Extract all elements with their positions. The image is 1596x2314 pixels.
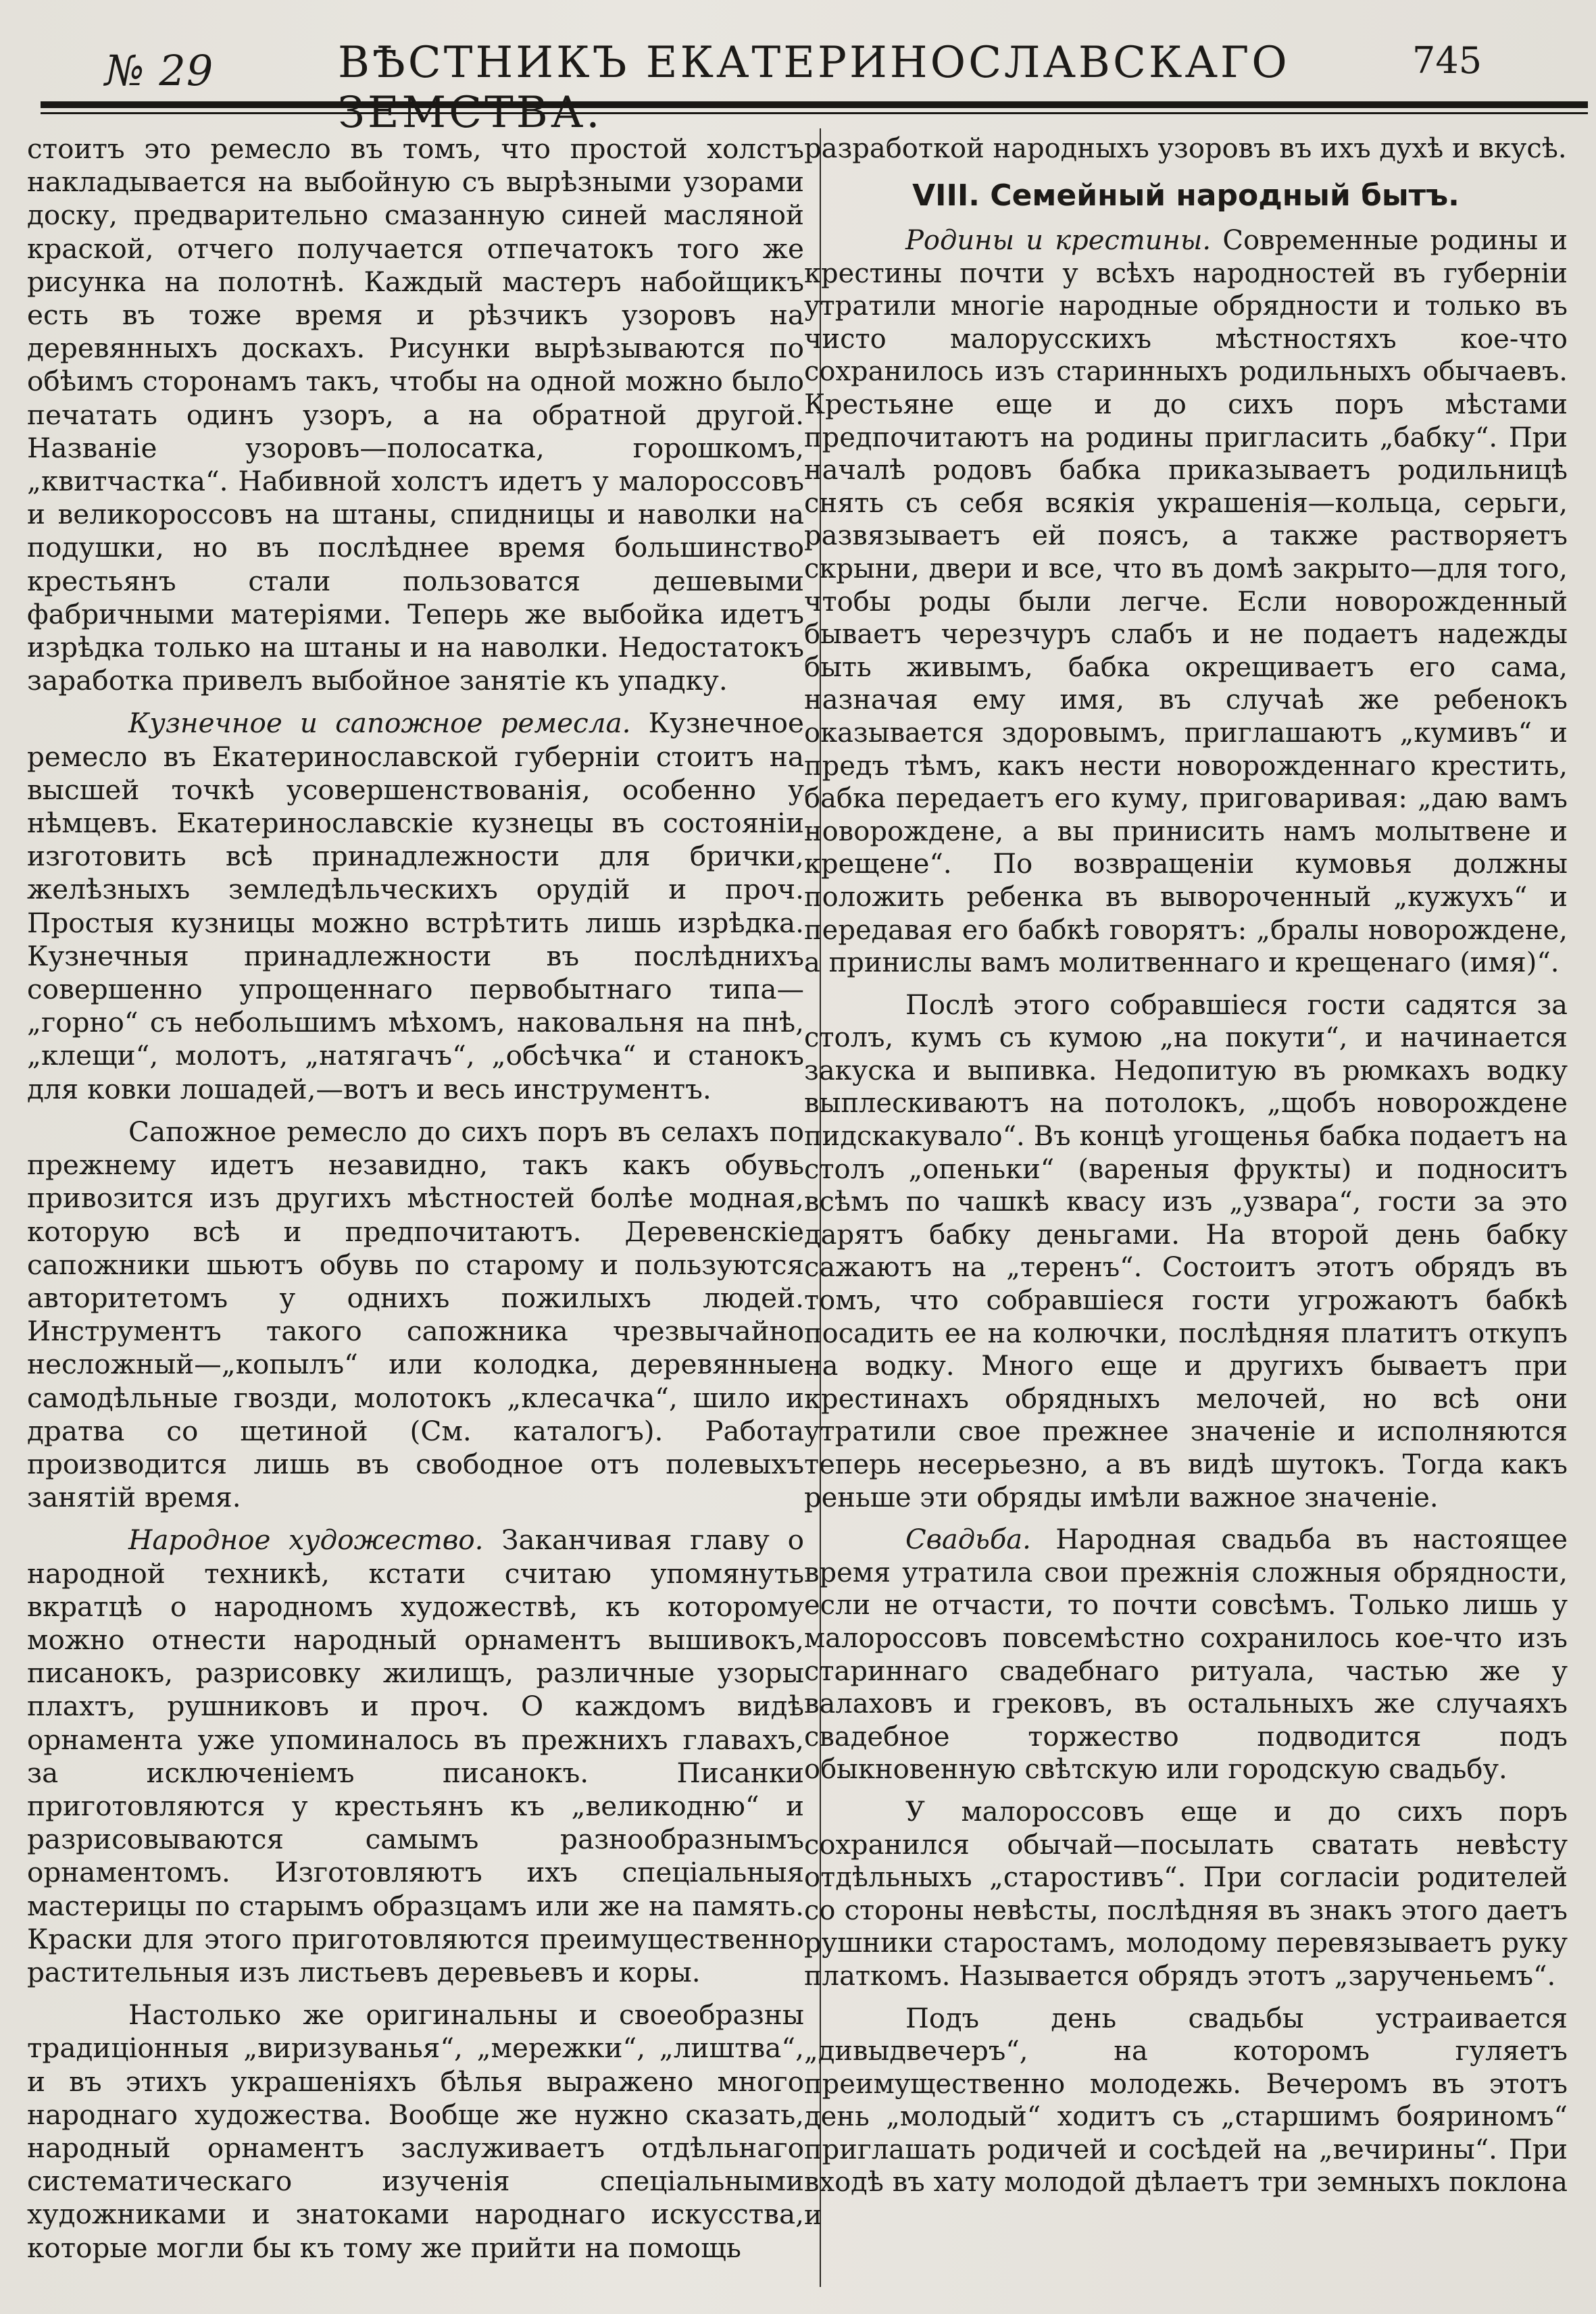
paragraph: Послѣ этого собравшіеся гости садятся за столъ, кумъ съ кумою „на покути“, и начинается закуска и выпивка. Недопитую въ рюмкахъ водку выплескиваютъ на потолокъ, „щобъ новорождене пидскакувало“. Въ концѣ угощенья бабка подаетъ на столъ „опеньки“ (вареныя фрукты) и подноситъ всѣмъ по чашкѣ квасу изъ „узвара“, гости за это дарятъ бабку деньгами. На второй день бабку сажаютъ на „теренъ“. Состоитъ этотъ обрядъ въ томъ, что собравшіеся гости угрожаютъ бабкѣ посадить ее на колючки, послѣдняя платитъ откупъ на водку. Много еще и другихъ бываетъ при крестинахъ обрядныхъ мелочей, но всѣ они утратили свое прежнее значеніе и исполняются теперь несерьезно, а въ видѣ шутокъ. Тогда какъ реньше эти обряды имѣли важное значеніе. — [804, 989, 1568, 1513]
run-in-heading: Свадьба. — [905, 1524, 1031, 1556]
paragraph: Подъ день свадьбы устраивается „дивыдвечеръ“, на которомъ гуляетъ преимущественно молодежь. Вечеромъ въ этотъ день „молодый“ ходитъ съ „старшимъ бояриномъ“ приглашать родичей и сосѣдей на „вечирины“. При входѣ въ хату молодой дѣлаетъ три земныхъ поклона и — [804, 2003, 1568, 2232]
run-in-heading: Родины и крестины. — [905, 225, 1212, 257]
paragraph: Сапожное ремесло до сихъ поръ въ селахъ по прежнему идетъ незавидно, такъ какъ обувь привозится изъ другихъ мѣстностей болѣе модная, которую всѣ и предпочитаютъ. Деревенскіе сапожники шьютъ обувь по старому и пользуются авторитетомъ у однихъ пожилыхъ людей. Инструментъ такого сапожника чрезвычайно несложный—„копылъ“ или колодка, деревянные самодѣльные гвозди, молотокъ „клесачка“, шило и дратва со щетиной (См. каталогъ). Работа производится лишь въ свободное отъ полевыхъ занятій время. — [27, 1115, 804, 1514]
paragraph: Настолько же оригинальны и своеобразны традиціонныя „виризуванья“, „мережки“, „лиштва“, и въ этихъ украшеніяхъ бѣлья выражено много народнаго художества. Вообще же нужно сказать, народный орнаментъ заслуживаетъ отдѣльнаго систематическаго изученія спеціальными художниками и знатоками народнаго искусства, которые могли бы къ тому же прийти на помощь — [27, 1998, 804, 2264]
paragraph: Родины и крестины. Современные родины и крестины почти у всѣхъ народностей въ губерніи утратили многіе народные обрядности и только въ чисто малорусскихъ мѣстностяхъ кое-что сохранилось изъ старинныхъ родильныхъ обычаевъ. Крестьяне еще и до сихъ поръ мѣстами предпочитаютъ на родины пригласить „бабку“. При началѣ родовъ бабка приказываетъ родильницѣ снять съ себя всякія украшенія—кольца, серьги, развязываетъ ей поясъ, а также растворяетъ скрыни, двери и все, что въ домѣ закрыто—для того, чтобы роды были легче. Если новорожденный бываетъ черезчуръ слабъ и не подаетъ надежды быть живымъ, бабка окрещиваетъ его сама, назначая ему имя, въ случаѣ же ребенокъ оказывается здоровымъ, приглашаютъ „кумивъ“ и предъ тѣмъ, какъ нести новорожденнаго крестить, бабка передаетъ его куму, приговаривая: „даю вамъ новорождене, а вы принисить намъ молытвене и крещене“. По возвращеніи кумовья должны положить ребенка въ вывороченный „кужухъ“ и передавая его бабкѣ говорятъ: „бралы новорождене, а принислы вамъ молитвеннаго и крещенаго (имя)“. — [804, 225, 1568, 979]
header-rule-thick — [41, 101, 1588, 108]
paragraph: разработкой народныхъ узоровъ въ ихъ духѣ и вкусѣ. — [804, 133, 1567, 164]
issue-number: № 29 — [105, 46, 214, 95]
paragraph: стоитъ это ремесло въ томъ, что простой холстъ накладывается на выбойную съ вырѣзными узорами доску, предварительно смазанную синей масляной краской, отчего получается отпечатокъ того же рисунка на полотнѣ. Каждый мастеръ набойщикъ есть въ тоже время и рѣзчикъ узоровъ на деревянныхъ доскахъ. Рисунки вырѣзываются по обѣимъ сторонамъ такъ, чтобы на одной можно было печатать одинъ узоръ, а на обратной другой. Названіе узоровъ—полосатка, горошкомъ, „квитчастка“. Набивной холстъ идетъ у малороссовъ и великороссовъ на штаны, спидницы и наволки на подушки, но въ послѣднее время большинство крестьянъ стали пользоватся дешевыми фабричными матеріями. Теперь же выбойка идетъ изрѣдка только на штаны и на наволки. Недостатокъ заработка привелъ выбойное занятіе къ упадку. — [27, 132, 804, 697]
page-number: 745 — [1412, 39, 1482, 82]
paragraph: У малороссовъ еще и до сихъ поръ сохранился обычай—посылать сватать невѣсту отдѣльныхъ „старостивъ“. При согласіи родителей со стороны невѣсты, послѣдняя въ знакъ этого даетъ рушники старостамъ, молодому перевязываетъ руку платкомъ. Называется обрядъ этотъ „зарученьемъ“. — [804, 1796, 1568, 1992]
publication-title: ВѢСТНИКЪ ЕКАТЕРИНОСЛАВСКАГО — [338, 38, 1290, 88]
paragraph: Народное художество. Заканчивая главу о народной техникѣ, кстати считаю упомянуть вкратцѣ о народномъ художествѣ, къ которому можно отнести народный орнаментъ вышивокъ, писанокъ, разрисовку жилищъ, различные узоры плахтъ, рушниковъ и проч. О каждомъ видѣ орнамента уже упоминалось въ прежнихъ главахъ, за исключеніемъ писанокъ. Писанки приготовляются у крестьянъ къ „великодню“ и разрисовываются самымъ разнообразнымъ орнаментомъ. Изготовляютъ ихъ спеціальныя мастерицы по старымъ образцамъ или же на память. Краски для этого приготовляются преимущественно растительныя изъ листьевъ деревьевъ и коры. — [27, 1524, 804, 1988]
paragraph: Кузнечное и сапожное ремесла. Кузнечное ремесло въ Екатеринославской губерніи стоитъ на высшей точкѣ усовершенствованія, особенно у нѣмцевъ. Екатеринославскіе кузнецы въ состояніи изготовить всѣ принадлежности для брички, желѣзныхъ земледѣльческихъ орудій и проч. Простыя кузницы можно встрѣтить лишь изрѣдка. Кузнечныя принадлежности въ послѣднихъ совершенно упрощеннаго первобытнаго типа—„горно“ съ небольшимъ мѣхомъ, наковальня на пнѣ, „клещи“, молотъ, „натягачъ“, „обсѣчка“ и станокъ для ковки лошадей,—вотъ и весь инструментъ. — [27, 707, 804, 1105]
run-in-heading: Народное художество. — [128, 1524, 484, 1557]
section-heading: VIII. Семейный народный бытъ. — [912, 178, 1460, 213]
header-rule-thin — [41, 112, 1588, 114]
left-column — [27, 132, 804, 2265]
right-column — [804, 132, 1568, 2232]
page-header — [41, 19, 1561, 107]
run-in-heading: Кузнечное и сапожное ремесла. — [128, 707, 631, 740]
paragraph: Свадьба. Народная свадьба въ настоящее время утратила свои прежнія сложныя обрядности, если не отчасти, то почти совсѣмъ. Только лишь у малороссовъ повсемѣстно сохранилось кое-что изъ стариннаго свадебнаго ритуала, частью же у валаховъ и грековъ, въ остальныхъ же случаяхъ свадебное торжество подводится подъ обыкновенную свѣтскую или городскую свадьбу. — [804, 1524, 1568, 1786]
